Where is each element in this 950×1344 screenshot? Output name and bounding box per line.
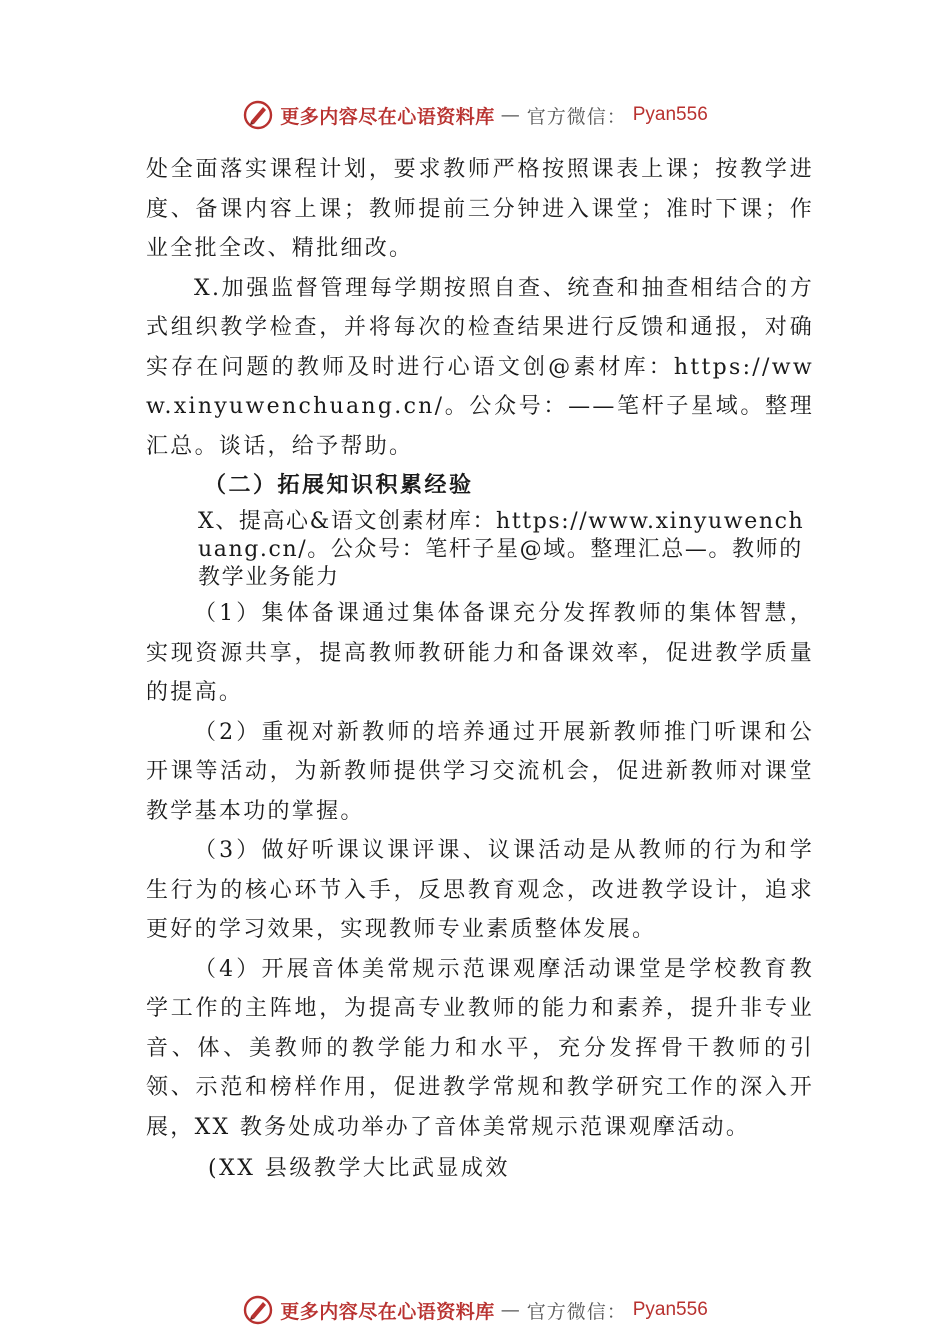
banner-brand-text: 更多内容尽在心语资料库 [280,105,495,128]
paragraph-1: 处全面落实课程计划，要求教师严格按照课表上课；按教学进度、备课内容上课；教师提前三分钟进入课堂；准时下课；作业全批全改、精批细改。 [146,157,814,261]
section-heading-2: （二）拓展知识积累经验 [204,473,474,498]
brand-logo-icon [242,1294,274,1326]
banner-contact-id: Pyan556 [632,1299,708,1320]
section-heading-3: (XX 县级教学大比武显成效 [208,1156,510,1181]
banner-brand-text: 更多内容尽在心语资料库 [280,1300,495,1323]
top-watermark-banner [0,95,950,135]
banner-contact-id: Pyan556 [632,104,708,125]
paragraph-3: X、提高心&语文创素材库：https://www.xinyuwenchuang.cn/。公众号：笔杆子星@域。整理汇总—。教师的教学业务能力 [198,509,805,590]
paragraph-4: （1）集体备课通过集体备课充分发挥教师的集体智慧，实现资源共享，提高教师教研能力和备课效率，促进教学质量的提高。 [146,601,814,705]
brand-logo-icon [242,99,274,131]
bottom-watermark-banner [0,1290,950,1330]
paragraph-2: X.加强监督管理每学期按照自查、统查和抽查相结合的方式组织教学检查，并将每次的检查结果进行反馈和通报，对确实存在问题的教师及时进行心语文创@素材库：https://www.xinyuwenchuang.cn/。公众号：——笔杆子星域。整理汇总。谈话，给予帮助。 [146,275,814,459]
document-body [146,150,814,1189]
banner-contact-label: 官方微信： [526,1300,627,1323]
banner-contact-label: 官方微信： [526,105,627,128]
banner-separator: — [500,1299,521,1321]
banner-separator: — [500,104,521,126]
paragraph-7: （4）开展音体美常规示范课观摩活动课堂是学校教育教学工作的主阵地，为提高专业教师的能力和素养，提升非专业音、体、美教师的教学能力和水平，充分发挥骨干教师的引领、示范和榜样作用，促进教学常规和教学研究工作的深入开展，XX 教务处成功举办了音体美常规示范课观摩活动。 [146,956,814,1140]
paragraph-5: （2）重视对新教师的培养通过开展新教师推门听课和公开课等活动，为新教师提供学习交流机会，促进新教师对课堂教学基本功的掌握。 [146,719,814,824]
paragraph-6: （3）做好听课议课评课、议课活动是从教师的行为和学生行为的核心环节入手，反思教育观念，改进教学设计，追求更好的学习效果，实现教师专业素质整体发展。 [146,838,814,942]
